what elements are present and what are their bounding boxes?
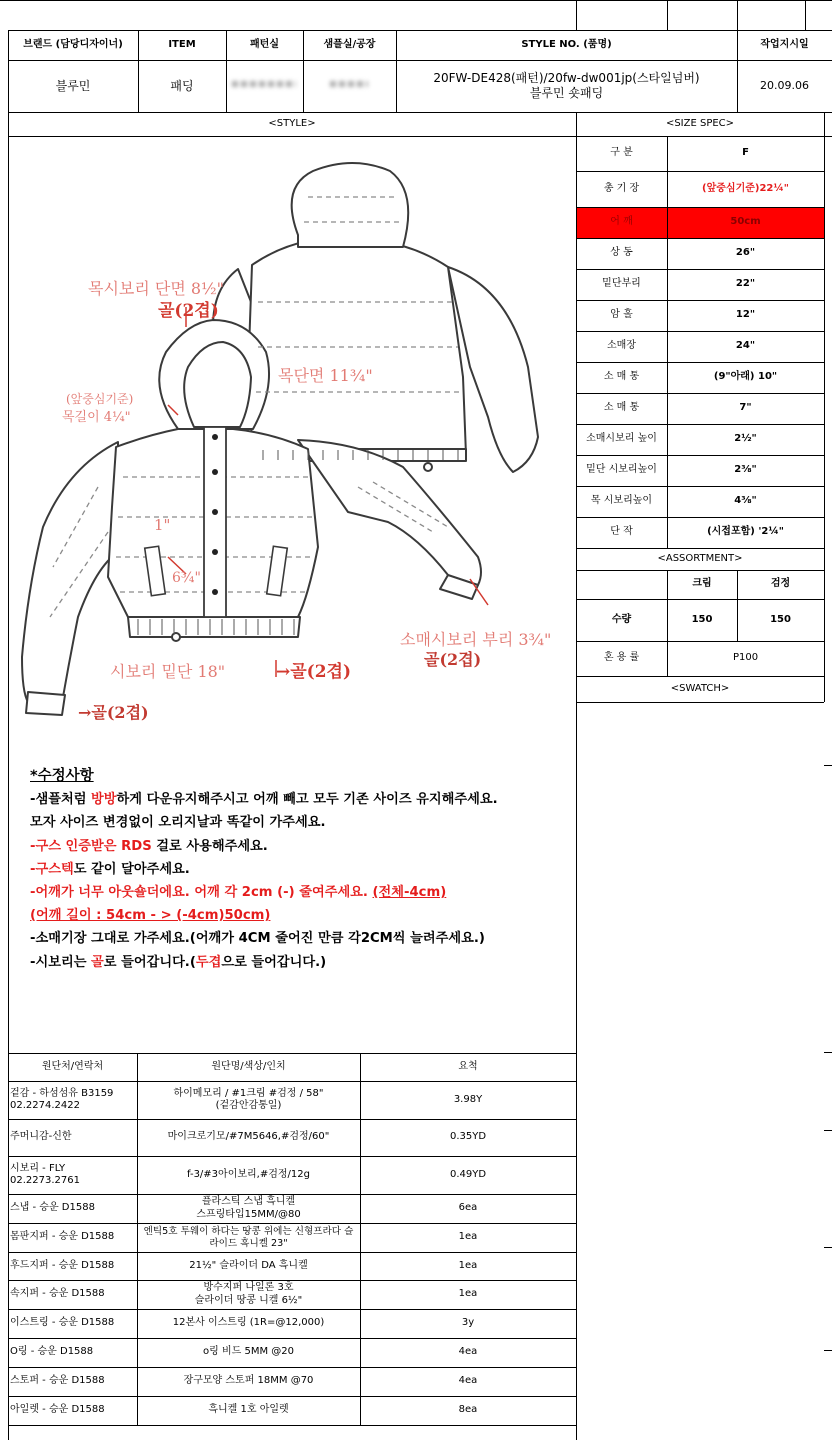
material-name: 12본사 이스트링 (1R=@12,000) — [172, 1317, 325, 1329]
assortment-qty-1: 150 — [691, 613, 713, 625]
material-name: 장구모양 스토퍼 18MM @70 — [183, 1375, 314, 1387]
material-name: 흑니켈 1호 아일렛 — [208, 1404, 289, 1416]
spec-label-8: 소 매 통 — [603, 402, 640, 414]
material-supplier: 스토퍼 - 승운 D1588 — [10, 1375, 105, 1387]
material-qty: 1ea — [458, 1259, 478, 1271]
material-supplier: 몸판지퍼 - 승운 D1588 — [10, 1231, 115, 1243]
section-size-spec: <SIZE SPEC> — [665, 117, 735, 129]
annotation-fold-double-1: 골(2겹) — [158, 301, 219, 321]
spec-value-2: 50cm — [730, 216, 761, 228]
material-qty: 0.49YD — [449, 1168, 487, 1180]
spec-label-4: 밑단부리 — [602, 278, 641, 290]
material-supplier: 아일렛 - 승운 D1588 — [10, 1404, 105, 1416]
note-line-2: 모자 사이즈 변경없이 오리지날과 똑같이 가주세요. — [30, 815, 326, 831]
revision-notes — [30, 765, 498, 974]
note-line-6: (어깨 길이 : 54cm - > (-4cm)50cm) — [30, 908, 271, 924]
size-spec-header-value: F — [742, 147, 749, 159]
material-qty: 4ea — [458, 1375, 478, 1387]
header-label-date: 작업지시일 — [760, 38, 809, 50]
material-supplier: 주머니감-신한 — [10, 1131, 72, 1143]
assortment-qty-label: 수량 — [611, 613, 632, 625]
material-name: 플라스틱 스냅 흑니켈 스프링타입15MM/@80 — [196, 1196, 301, 1220]
material-name: 21½" 슬라이더 DA 흑니켈 — [189, 1259, 308, 1271]
material-name: 하이메모리 / #1크림 #검정 / 58" (겉감안감통일) — [173, 1087, 324, 1111]
spec-label-7: 소 매 통 — [603, 371, 640, 383]
spec-label-5: 암 홀 — [610, 309, 633, 321]
material-name: 엔틱5호 투웨이 하다는 땅콩 위에는 신형프라다 슬 라이드 흑니켈 23" — [143, 1225, 354, 1249]
brand-value: 블루민 — [55, 78, 91, 93]
note-line-5: -어깨가 너무 아웃숄더에요. 어깨 각 2cm (-) 줄여주세요. (전체-4cm) — [30, 885, 447, 901]
note-line-8: -시보리는 골로 들어갑니다.(두겹으로 들어갑니다.) — [30, 954, 327, 970]
header-label-brand: 브랜드 (담당디자이너) — [23, 38, 123, 50]
spec-value-10: 2⅜" — [734, 464, 757, 476]
materials-header-name: 원단명/색상/인치 — [211, 1060, 286, 1072]
header-label-item: ITEM — [168, 38, 196, 50]
material-supplier: 시보리 - FLY 02.2273.2761 — [10, 1162, 80, 1186]
spec-value-4: 22" — [735, 278, 756, 290]
annotation-fold-double-3: →골(2겹) — [276, 662, 352, 682]
material-name: f-3/#3아이보리,#검정/12g — [186, 1168, 310, 1180]
spec-label-12: 단 작 — [610, 526, 633, 538]
section-assortment: <ASSORTMENT> — [657, 552, 743, 564]
material-qty: 3.98Y — [453, 1093, 483, 1105]
material-supplier: 속지퍼 - 승운 D1588 — [10, 1288, 105, 1300]
section-style: <STYLE> — [268, 117, 316, 129]
material-qty: 4ea — [458, 1346, 478, 1358]
spec-value-7: (9"아래) 10" — [713, 371, 778, 383]
materials-header-supplier: 원단처/연락처 — [41, 1060, 104, 1072]
spec-value-3: 26" — [735, 247, 756, 259]
material-name: o링 비드 5MM @20 — [203, 1346, 294, 1358]
annotation-neck-section: 목단면 11¾" — [278, 366, 373, 385]
date-value: 20.09.06 — [760, 79, 809, 93]
spec-value-12: (시접포함) '2¼" — [707, 526, 784, 538]
style-no-line2: 블루민 숏패딩 — [529, 86, 604, 100]
assortment-color-2: 검정 — [770, 578, 791, 590]
annotation-neck-rib-section: 목시보리 단면 8½" — [88, 279, 224, 298]
material-qty: 1ea — [458, 1288, 478, 1300]
material-supplier: 스냅 - 승운 D1588 — [10, 1202, 95, 1214]
spec-label-9: 소매시보리 높이 — [586, 433, 657, 445]
note-line-4: -구스텍도 같이 달아주세요. — [30, 861, 190, 877]
spec-value-9: 2½" — [734, 433, 757, 445]
annotation-hem-rib: 시보리 밑단 18" — [110, 662, 226, 681]
material-qty: 3y — [461, 1317, 475, 1329]
spec-label-2: 어 깨 — [610, 216, 633, 228]
size-spec-header-label: 구 분 — [610, 147, 633, 159]
spec-value-11: 4⅜" — [734, 495, 757, 507]
assortment-qty-2: 150 — [770, 613, 791, 625]
material-qty: 1ea — [458, 1231, 478, 1243]
spec-value-1: (앞중심기준)22¼" — [702, 182, 789, 194]
notes-title: *수정사항 — [30, 768, 94, 784]
header-label-sample: 샘플실/공장 — [323, 38, 376, 50]
material-supplier: 후드지퍼 - 승운 D1588 — [10, 1259, 115, 1271]
material-supplier: O링 - 승운 D1588 — [10, 1346, 94, 1358]
spec-label-11: 목 시보리높이 — [590, 495, 653, 507]
spec-label-10: 밑단 시보리높이 — [586, 464, 657, 476]
spec-value-5: 12" — [735, 309, 756, 321]
note-line-7: -소매기장 그대로 가주세요.(어깨가 4CM 줄어진 만큼 각2CM씩 늘려주세요.) — [30, 931, 485, 947]
style-no-line1: 20FW-DE428(패턴)/20fw-dw001jp(스타일넘버) — [433, 71, 700, 85]
material-qty: 8ea — [458, 1404, 478, 1416]
blend-value: P100 — [732, 652, 759, 664]
annotation-one-inch: 1" — [154, 516, 171, 534]
spec-label-6: 소매장 — [607, 340, 636, 352]
materials-header-qty: 요척 — [458, 1060, 478, 1072]
spec-value-8: 7" — [739, 402, 752, 414]
material-supplier: 겉감 - 하섬섬유 B3159 02.2274.2422 — [10, 1087, 114, 1111]
sample-value-blurred — [330, 78, 368, 90]
material-qty: 0.35YD — [449, 1131, 487, 1143]
annotation-pocket: 6¾" — [172, 570, 201, 586]
header-label-style-no: STYLE NO. (품명) — [521, 38, 612, 50]
spec-value-6: 24" — [735, 340, 756, 352]
note-line-3: -구스 인증받은 RDS 걸로 사용해주세요. — [30, 838, 268, 854]
blend-label: 혼 용 률 — [603, 652, 640, 664]
material-name: 방수지퍼 나일론 3호 슬라이더 땅콩 니켈 6½" — [194, 1282, 303, 1306]
annotation-fold-double-4: →골(2겹) — [78, 703, 149, 722]
item-value: 패딩 — [170, 78, 194, 93]
spec-label-1: 총 기 장 — [603, 182, 640, 194]
annotation-neck-length: 목길이 4¼" — [62, 410, 131, 425]
material-supplier: 이스트링 - 승운 D1588 — [10, 1317, 115, 1329]
header-label-pattern: 패턴실 — [250, 38, 279, 50]
annotation-cuff-rib: 소매시보리 부리 3¾" — [400, 630, 552, 649]
section-swatch: <SWATCH> — [670, 682, 730, 694]
spec-label-3: 상 동 — [610, 247, 633, 259]
material-name: 마이크로기모/#7M5646,#검정/60" — [167, 1131, 330, 1143]
pattern-value-blurred — [232, 78, 296, 90]
annotation-fold-double-2: 골(2겹) — [424, 650, 482, 669]
assortment-color-1: 크림 — [692, 578, 712, 590]
style-no-value — [396, 60, 737, 112]
material-qty: 6ea — [458, 1202, 478, 1214]
annotation-front-center-ref: (앞중심기준) — [66, 392, 134, 406]
note-line-1: -샘플처럼 방방하게 다운유지해주시고 어깨 빼고 모두 기존 사이즈 유지해주세요. — [30, 792, 498, 808]
